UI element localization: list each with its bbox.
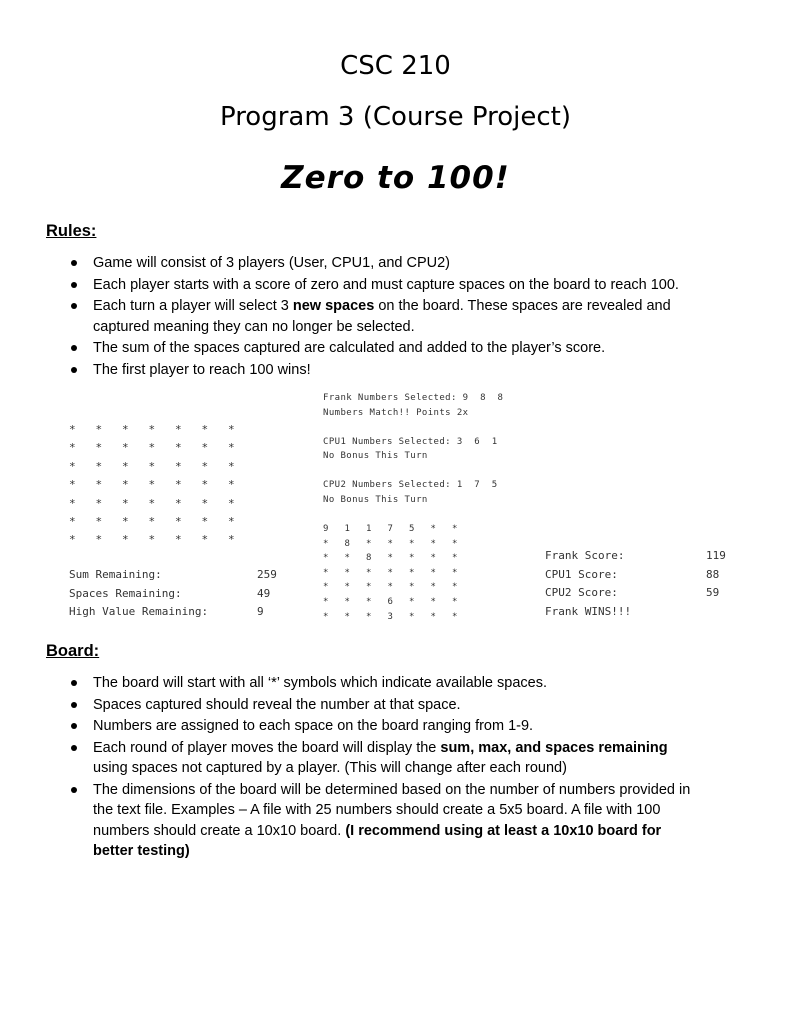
score-row [545, 584, 726, 603]
board-cell: * [452, 524, 458, 534]
board-cell: * [409, 553, 415, 564]
rule-item [0, 296, 700, 337]
board-cell: * [69, 478, 76, 492]
board-cell: * [430, 524, 436, 534]
score-value: 119 [706, 549, 726, 562]
board-cell: * [148, 515, 156, 529]
score-label: CPU1 Score: [545, 567, 618, 581]
board-rule-item: Numbers are assigned to each space on the board ranging from 1-9. [0, 716, 700, 737]
board-cell: 6 [387, 596, 393, 607]
board-cell: * [69, 515, 76, 529]
board-cell: * [95, 441, 103, 455]
board-rule-bold-text: sum, max, and spaces remaining [440, 739, 668, 756]
board-cell: * [122, 496, 129, 510]
board-cell: * [95, 459, 103, 473]
board-cell: 5 [409, 524, 415, 534]
stat-label: Sum Remaining: [69, 568, 162, 581]
board-cell: * [344, 611, 350, 622]
board-cell: * [430, 567, 436, 578]
board-cell: * [228, 423, 235, 436]
board-cell: 1 [366, 524, 372, 534]
board-cell: * [122, 478, 129, 492]
board-cell: 9 [323, 524, 329, 534]
board-cell: * [344, 553, 350, 564]
board-cell: * [148, 478, 156, 492]
console-line: Numbers Match!! Points 2x [323, 407, 469, 418]
board-cell: * [452, 611, 458, 622]
board-cell: 7 [387, 524, 393, 534]
winner-message: Frank WINS!!! [545, 605, 632, 619]
board-cell: * [344, 567, 350, 578]
board-rule-text: Each round of player moves the board will display the [93, 739, 441, 756]
board-cell: * [148, 496, 156, 510]
board-cell: * [95, 478, 103, 492]
stat-label: Spaces Remaining: [69, 586, 182, 600]
board-cell: * [201, 441, 209, 455]
stat-value: 259 [257, 568, 277, 581]
score-label: CPU2 Score: [545, 586, 618, 600]
board-cell: * [148, 533, 156, 547]
board-cell: * [95, 496, 103, 510]
board-cell: * [201, 423, 209, 436]
board-cell: * [323, 582, 329, 593]
stat-row [69, 585, 277, 604]
score-row [545, 566, 726, 585]
board-cell: 1 [344, 524, 350, 534]
board-cell: * [430, 596, 436, 607]
board-rule-item: Spaces captured should reveal the number at that space. [0, 695, 700, 716]
stat-value: 9 [257, 605, 264, 618]
board-cell: * [366, 538, 372, 549]
board-cell: * [69, 496, 76, 510]
board-cell: * [122, 423, 129, 436]
course-title: CSC 210 [340, 51, 451, 81]
game-board-grid [323, 522, 474, 624]
board-cell: * [430, 611, 436, 622]
program-title: Program 3 (Course Project) [219, 102, 572, 132]
board-cell: * [148, 459, 156, 473]
board-cell: * [387, 582, 393, 593]
board-cell: * [228, 478, 235, 492]
board-cell: * [175, 423, 182, 436]
board-cell: * [409, 596, 415, 607]
board-cell: * [366, 567, 372, 578]
board-cell: * [366, 596, 372, 607]
score-row [545, 547, 726, 566]
board-cell: * [452, 553, 458, 564]
board-rules-list [0, 673, 700, 863]
board-cell: * [175, 441, 182, 455]
console-line: CPU1 Numbers Selected: 3 6 1 [323, 436, 498, 447]
board-cell: * [409, 567, 415, 578]
board-cell: * [95, 423, 103, 436]
board-rule-item [0, 738, 700, 779]
board-cell: * [148, 441, 156, 455]
rule-item: Game will consist of 3 players (User, CPU1, and CPU2) [0, 253, 700, 274]
score-value: 59 [706, 586, 720, 600]
stat-row [69, 566, 277, 585]
rule-item: Each player starts with a score of zero and must capture spaces on the board to reach 100. [0, 275, 700, 296]
board-cell: * [323, 611, 329, 622]
console-line: No Bonus This Turn [323, 451, 428, 461]
board-cell: 8 [344, 538, 350, 549]
score-label: Frank Score: [545, 549, 625, 562]
game-title: Zero to 100! [281, 160, 510, 196]
board-cell: * [122, 533, 129, 547]
board-cell: * [452, 567, 458, 578]
board-cell: * [122, 441, 129, 455]
console-line: No Bonus This Turn [323, 494, 428, 505]
board-cell: * [201, 478, 209, 492]
board-rule-item: The board will start with all ‘*’ symbols which indicate available spaces. [0, 673, 700, 694]
board-cell: * [201, 459, 209, 473]
board-cell: * [409, 538, 415, 549]
board-cell: * [148, 423, 156, 436]
board-cell: * [452, 596, 458, 607]
stat-value: 49 [257, 586, 271, 600]
board-rule-item [0, 780, 700, 862]
board-rule-text: The dimensions of the board will be determined based on the number of numbers provided in the text file. Examples – A file with 25 numbers should create a 5x5 board. A file with 100 numbers should create a 10x10 board. [93, 781, 691, 839]
board-cell: * [175, 533, 182, 547]
board-cell: * [430, 582, 436, 593]
board-cell: * [452, 538, 458, 549]
board-cell: * [323, 567, 329, 578]
board-cell: * [430, 553, 436, 564]
rule-item: The sum of the spaces captured are calculated and added to the player’s score. [0, 338, 700, 359]
stat-label: High Value Remaining: [69, 605, 209, 618]
board-cell: * [387, 538, 393, 549]
board-rule-bold-text: (I recommend using at least a 10x10 board for better testing) [93, 822, 662, 859]
board-cell: * [344, 596, 350, 607]
board-cell: * [323, 538, 329, 549]
console-line [323, 420, 503, 435]
score-panel [545, 547, 726, 622]
board-cell: * [175, 515, 182, 529]
rule-item: The first player to reach 100 wins! [0, 360, 700, 381]
board-cell: * [69, 441, 76, 455]
board-cell: * [228, 533, 235, 547]
board-cell: * [452, 582, 458, 593]
rule-bold-text: new spaces [292, 298, 375, 314]
score-value: 88 [706, 567, 720, 581]
initial-board-stats [69, 566, 277, 622]
board-cell: * [387, 553, 393, 564]
board-cell: * [201, 533, 209, 547]
board-cell: * [95, 515, 103, 529]
board-cell: 8 [366, 553, 372, 564]
board-cell: * [175, 478, 182, 492]
board-cell: * [201, 496, 209, 510]
board-cell: * [366, 582, 372, 593]
console-line: Frank Numbers Selected: 9 8 8 [323, 393, 504, 403]
board-cell: * [387, 567, 393, 578]
board-cell: * [366, 611, 372, 622]
board-cell: * [409, 611, 415, 622]
board-cell: * [323, 553, 329, 564]
board-rule-text: using spaces not captured by a player. (This will change after each round) [93, 760, 567, 776]
board-cell: * [175, 496, 182, 510]
board-heading: Board: [46, 642, 100, 660]
board-cell: * [69, 533, 76, 547]
board-cell: * [122, 515, 129, 529]
board-cell: * [228, 515, 235, 529]
rule-text: on the board. These spaces are revealed and captured meaning they can no longer be selected. [93, 298, 671, 335]
board-cell: * [95, 533, 103, 547]
board-cell: * [344, 582, 350, 593]
board-cell: * [430, 538, 436, 549]
console-line: CPU2 Numbers Selected: 1 7 5 [323, 480, 498, 490]
console-output [323, 391, 503, 507]
rules-heading: Rules: [46, 222, 97, 240]
board-cell: * [228, 441, 235, 455]
board-cell: * [201, 515, 209, 529]
board-cell: * [228, 496, 235, 510]
board-cell: * [323, 596, 329, 607]
rule-text: Each turn a player will select 3 [93, 298, 293, 314]
board-cell: * [175, 459, 182, 473]
console-line [323, 464, 503, 479]
rules-list [0, 253, 700, 381]
stat-row [69, 603, 277, 622]
board-cell: * [69, 459, 76, 473]
board-cell: * [122, 459, 129, 473]
board-cell: * [69, 423, 76, 436]
board-cell: 3 [387, 611, 393, 622]
board-cell: * [228, 459, 235, 473]
initial-board-grid [69, 421, 255, 550]
board-cell: * [409, 582, 415, 593]
